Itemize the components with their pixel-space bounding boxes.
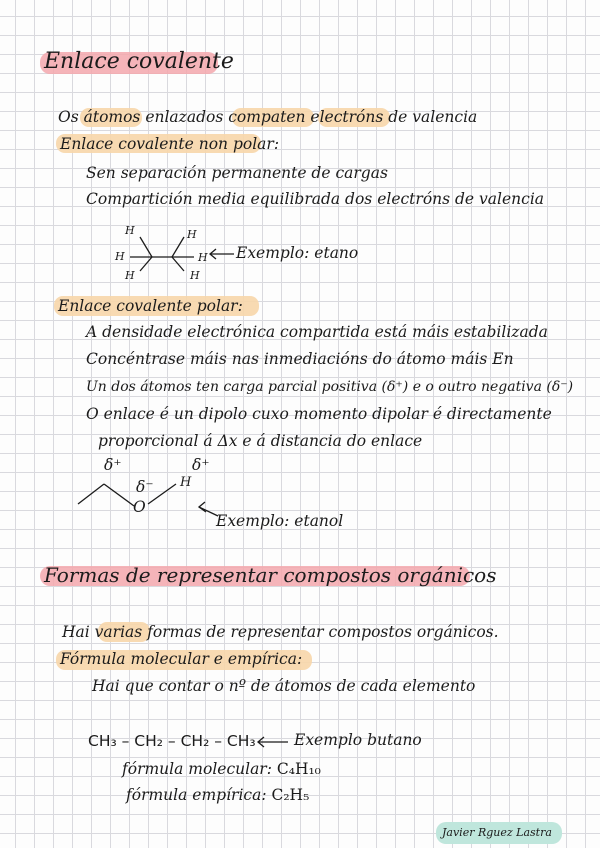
ethane-h3: H [125, 269, 135, 282]
polar-bullet-1: A densidade electrónica compartida está máis estabilizada [86, 323, 548, 341]
nonpolar-bullet-1: Sen separación permanente de cargas [86, 164, 388, 182]
ethane-h5: H [198, 251, 208, 264]
molecular-formula-line: fórmula molecular: C₄H₁₀ [122, 760, 321, 778]
ethanol-delta-minus-o: δ⁻ [136, 478, 154, 496]
intro-line: Os átomos enlazados compaten electróns de valencia [58, 108, 478, 126]
polar-bullet-3: Un dos átomos ten carga parcial positiva (δ⁺) e o outro negativa (δ⁻) [86, 379, 574, 395]
ethane-h4: H [187, 228, 197, 241]
ethanol-oxygen: O [133, 498, 146, 516]
empirical-formula-line: fórmula empírica: C₂H₅ [126, 786, 310, 804]
formula-heading: Fórmula molecular e empírica: [60, 650, 303, 668]
section2-intro: Hai varias formas de representar compostos orgánicos. [62, 623, 499, 641]
polar-bullet-2: Concéntrase máis nas inmediacións do átomo máis En [86, 350, 514, 368]
author-signature: Javier Rguez Lastra [442, 826, 552, 839]
polar-bullet-4: O enlace é un dipolo cuxo momento dipolar é directamente [86, 405, 552, 423]
ethane-h6: H [190, 269, 200, 282]
nonpolar-bullet-2: Compartición media equilibrada dos electróns de valencia [86, 190, 545, 208]
polar-bullet-5: proporcional á Δx e á distancia do enlace [98, 432, 423, 450]
butane-example-label: Exemplo butano [294, 731, 422, 749]
molecular-formula-value: C₄H₁₀ [276, 760, 321, 778]
ethane-example-label: Exemplo: etano [236, 244, 359, 262]
ethanol-hydrogen: H [180, 475, 192, 490]
section-title-representations: Formas de representar compostos orgánicos [44, 563, 497, 587]
arrow-icon [256, 736, 290, 748]
nonpolar-heading: Enlace covalente non polar: [60, 135, 280, 153]
section-title-covalent: Enlace covalente [44, 49, 234, 74]
butane-formula: CH₃ – CH₂ – CH₂ – CH₃ [88, 732, 256, 750]
polar-heading: Enlace covalente polar: [58, 297, 243, 315]
ethanol-delta-plus-h: δ⁺ [192, 456, 210, 474]
ethane-h1: H [125, 224, 135, 237]
count-line: Hai que contar o nº de átomos de cada elemento [92, 677, 476, 695]
arrow-icon [208, 248, 238, 260]
ethanol-example-label: Exemplo: etanol [216, 512, 344, 530]
empirical-formula-value: C₂H₅ [271, 786, 310, 804]
ethanol-delta-plus-c: δ⁺ [104, 456, 122, 474]
ethane-h2: H [115, 250, 125, 263]
